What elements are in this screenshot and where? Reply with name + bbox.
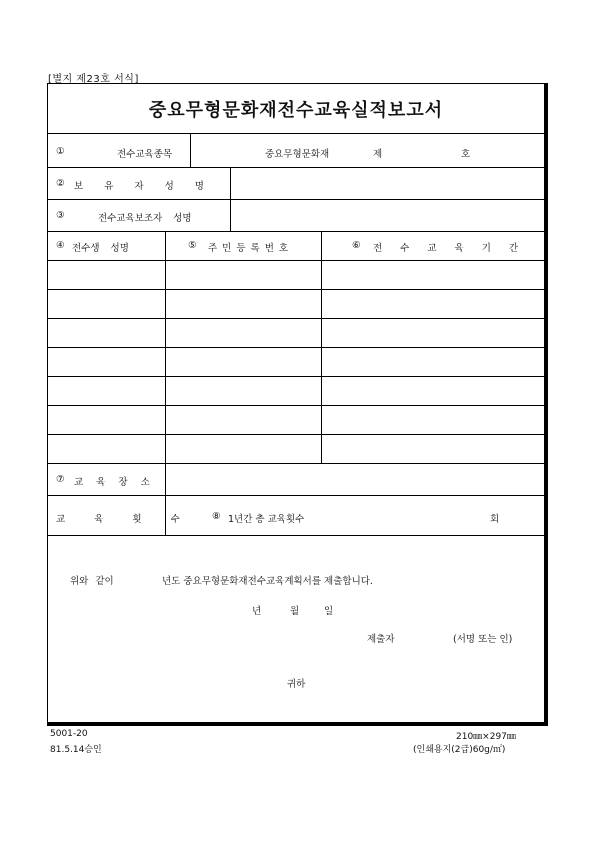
row8-sub-label: 1년간 총 교육횟수 [228,514,305,525]
statement-submitter: 제출자 [367,634,395,645]
divider-row3 [47,231,545,232]
row2-number: ② [56,178,65,189]
row3-number: ③ [56,210,65,221]
divider-row8 [47,535,545,536]
statement-body: 년도 중요무형문화재전수교육계획서를 제출합니다. [162,576,373,587]
statement-signature: (서명 또는 인) [453,634,513,645]
footer-paper-size: 210㎜×297㎜ [456,732,516,742]
divider-table-end [47,463,545,464]
row8-label: 교 육 횟 수 [56,514,180,525]
divider-title [47,133,545,134]
row8-number: ⑧ [212,511,221,522]
divider-table-row [47,318,545,319]
table-col1-header: 전수생 성명 [72,243,129,254]
statement-date-day: 일 [324,606,334,617]
row1-value-je: 제 [373,149,383,160]
divider-row1 [47,167,545,168]
divider-table-col2 [321,231,322,463]
row8-unit: 회 [490,514,500,525]
table-col1-number: ④ [56,240,65,251]
divider-table-row [47,347,545,348]
row2-label: 보 유 자 성 명 [74,181,204,192]
row7-number: ⑦ [56,474,65,485]
statement-prefix: 위와 같이 [70,576,114,587]
footer-paper-spec: (인쇄용지(2급)60g/㎡) [413,745,506,755]
form-number-label: [별지 제23호 서식] [48,74,139,85]
footer-approval: 81.5.14승인 [50,745,102,755]
divider-row2 [47,199,545,200]
form-title: 중요무형문화재전수교육실적보고서 [148,100,444,121]
divider-row7 [47,495,545,496]
table-col2-number: ⑤ [188,240,197,251]
divider-table-row [47,405,545,406]
divider-row1-col [190,133,191,167]
row1-label: 전수교육종목 [117,149,173,160]
divider-table-row [47,376,545,377]
divider-table-col1 [165,231,166,463]
table-col3-number: ⑥ [352,240,361,251]
statement-date-month: 월 [290,606,300,617]
row1-number: ① [56,146,65,157]
footer-form-code: 5001-20 [50,729,88,739]
statement-date-year: 년 [252,606,262,617]
divider-table-header [47,260,545,261]
divider-table-row [47,434,545,435]
row1-value-prefix: 중요무형문화재 [265,149,330,160]
table-col3-header: 전수교육기간 [373,243,537,254]
divider-table-row [47,289,545,290]
statement-recipient: 귀하 [287,679,306,690]
row3-label: 전수교육보조자 성명 [98,213,192,224]
table-col2-header: 주민등록번호 [208,243,294,254]
row7-label: 교 육 장 소 [74,477,150,488]
divider-row2-3-col [230,167,231,231]
row1-value-ho: 호 [461,149,471,160]
